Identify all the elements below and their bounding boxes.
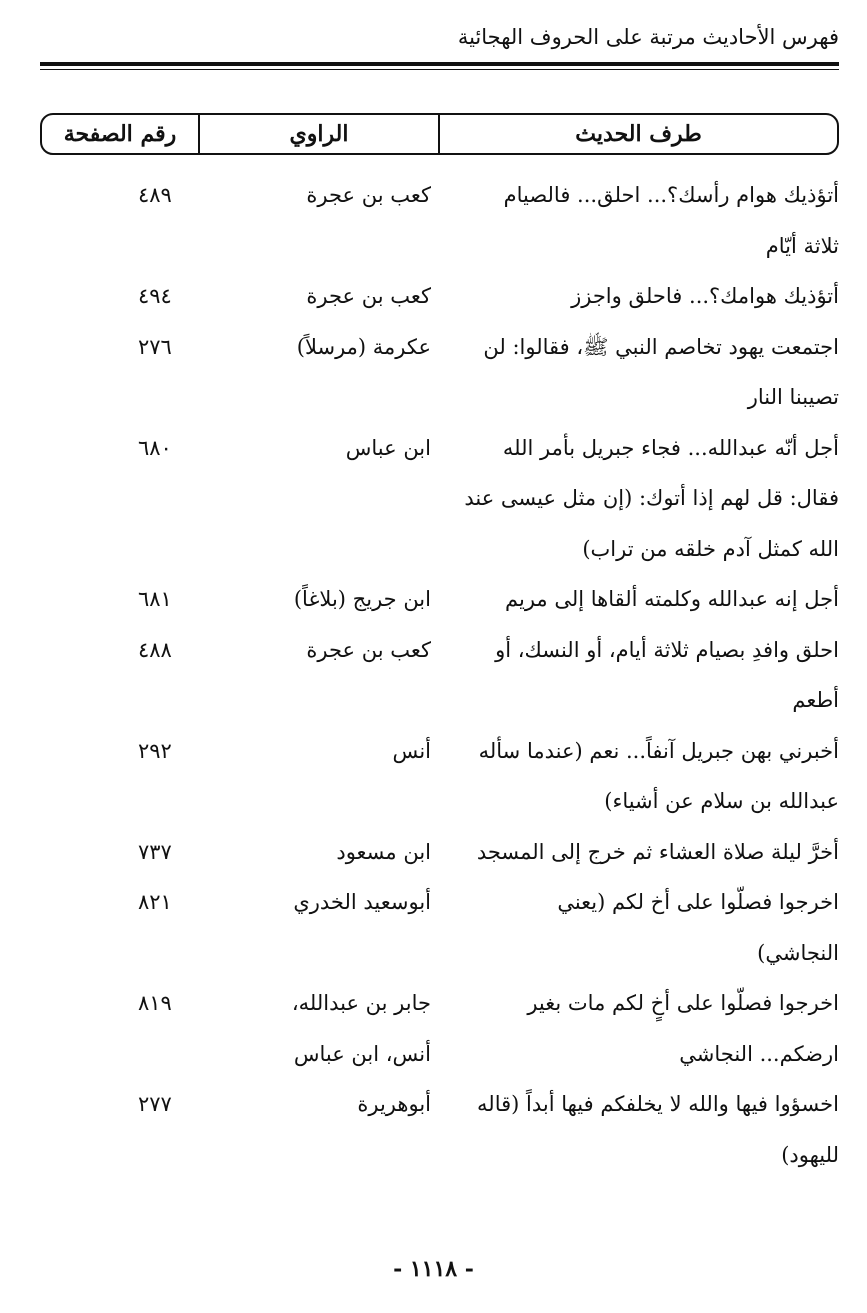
narrator-cell: [207, 271, 439, 322]
hadith-tarf-line: اخسؤوا فيها والله لا يخلفكم فيها أبداً (قاله: [477, 1092, 839, 1116]
hadith-tarf-cell: [439, 827, 839, 878]
hadith-tarf-line: تصيبنا النار: [747, 385, 839, 409]
page-number-cell: ٤٨٨: [138, 637, 172, 662]
hadith-tarf-line: أجل إنه عبدالله وكلمته ألقاها إلى مريم: [505, 587, 839, 611]
hadith-tarf-line: الله كمثل آدم خلقه من تراب): [582, 536, 839, 561]
hadith-tarf-cell: [439, 423, 839, 575]
page-number-cell: ٢٩٢: [138, 738, 172, 763]
hadith-tarf-line: أتؤذيك هوام رأسك؟... احلق... فالصيام: [503, 183, 839, 207]
table-row: [40, 877, 839, 978]
table-row: [40, 726, 839, 827]
narrator-cell: [207, 1079, 439, 1180]
narrator-line: كعب بن عجرة: [306, 284, 431, 308]
hadith-tarf-cell: [439, 322, 839, 423]
table-header: [40, 113, 839, 155]
column-header-page-number: رقم الصفحة: [63, 121, 177, 147]
narrator-line: ابن جريج (بلاغاً): [293, 587, 431, 611]
narrator-cell: [207, 827, 439, 878]
header-rule-thin: [40, 69, 839, 70]
page-number-cell: ٢٧٧: [138, 1092, 172, 1116]
narrator-cell: [207, 170, 439, 271]
table-row: [40, 574, 839, 625]
narrator-cell: [207, 726, 439, 827]
page-number-cell: ٦٨٠: [138, 435, 172, 460]
page-number-cell: ٨١٩: [138, 991, 172, 1015]
table-row: [40, 423, 839, 575]
hadith-tarf-line: اجتمعت يهود تخاصم النبي ﷺ، فقالوا: لن: [483, 334, 839, 359]
hadith-tarf-line: أخبرني بهن جبريل آنفاً... نعم (عندما سأله: [478, 738, 839, 763]
page-number-cell: ٢٧٦: [138, 334, 172, 359]
page-number: - ١١١٨ -: [393, 1256, 474, 1282]
narrator-line: كعب بن عجرة: [306, 183, 431, 207]
hadith-tarf-line: أجل أنّه عبدالله... فجاء جبريل بأمر الله: [502, 435, 839, 460]
hadith-tarf-line: أطعم: [792, 688, 839, 712]
hadith-tarf-cell: [439, 625, 839, 726]
narrator-line: عكرمة (مرسلاً): [296, 334, 431, 359]
hadith-tarf-cell: [439, 574, 839, 625]
hadith-tarf-cell: [439, 170, 839, 271]
narrator-line: أبوسعيد الخدري: [293, 890, 431, 914]
narrator-cell: [207, 978, 439, 1079]
page-number-cell: ٤٩٤: [138, 284, 172, 308]
hadith-index-table: [40, 170, 839, 1180]
hadith-tarf-line: النجاشي): [757, 940, 839, 965]
narrator-line: جابر بن عبدالله،: [291, 991, 431, 1015]
running-header-title: فهرس الأحاديث مرتبة على الحروف الهجائية: [457, 25, 839, 49]
table-row: [40, 625, 839, 726]
narrator-cell: [207, 423, 439, 575]
table-row: [40, 827, 839, 878]
hadith-tarf-cell: [439, 1079, 839, 1180]
narrator-line: أبوهريرة: [357, 1092, 431, 1116]
hadith-tarf-cell: [439, 271, 839, 322]
narrator-cell: [207, 877, 439, 978]
hadith-tarf-line: اخرجوا فصلّوا على أخٍ لكم مات بغير: [527, 991, 839, 1015]
table-row: [40, 978, 839, 1079]
header-rule-thick: [40, 62, 839, 66]
narrator-line: أنس، ابن عباس: [293, 1041, 431, 1066]
hadith-tarf-line: ثلاثة أيّام: [765, 233, 839, 258]
hadith-tarf-cell: [439, 877, 839, 978]
table-row: [40, 322, 839, 423]
hadith-tarf-line: احلق وافدِ بصيام ثلاثة أيام، أو النسك، أو: [495, 637, 839, 662]
narrator-cell: [207, 322, 439, 423]
narrator-line: ابن عباس: [345, 435, 431, 460]
hadith-tarf-line: عبدالله بن سلام عن أشياء): [604, 789, 839, 813]
hadith-tarf-cell: [439, 978, 839, 1079]
hadith-tarf-line: فقال: قل لهم إذا أتوك: (إن مثل عيسى عند: [464, 486, 839, 510]
narrator-cell: [207, 625, 439, 726]
table-row: [40, 271, 839, 322]
hadith-tarf-line: اخرجوا فصلّوا على أخ لكم (يعني: [557, 890, 839, 914]
hadith-tarf-line: ارضكم... النجاشي: [679, 1041, 839, 1066]
narrator-line: كعب بن عجرة: [306, 637, 431, 662]
table-row: [40, 1079, 839, 1180]
hadith-tarf-line: لليهود): [781, 1142, 839, 1167]
narrator-line: أنس: [392, 738, 431, 763]
narrator-cell: [207, 574, 439, 625]
hadith-tarf-line: أخرَّ ليلة صلاة العشاء ثم خرج إلى المسجد: [476, 839, 839, 864]
hadith-tarf-line: أتؤذيك هوامك؟... فاحلق واجزز: [571, 284, 839, 308]
page-number-cell: ٤٨٩: [138, 183, 172, 207]
column-header-narrator: الراوي: [198, 115, 438, 153]
hadith-tarf-cell: [439, 726, 839, 827]
page-number-cell: ٨٢١: [138, 890, 172, 914]
narrator-line: ابن مسعود: [336, 839, 431, 864]
page-number-cell: ٧٣٧: [138, 839, 172, 864]
page-number-cell: ٦٨١: [138, 587, 172, 611]
column-header-hadith-tarf: طرف الحديث: [438, 115, 837, 153]
table-row: [40, 170, 839, 271]
